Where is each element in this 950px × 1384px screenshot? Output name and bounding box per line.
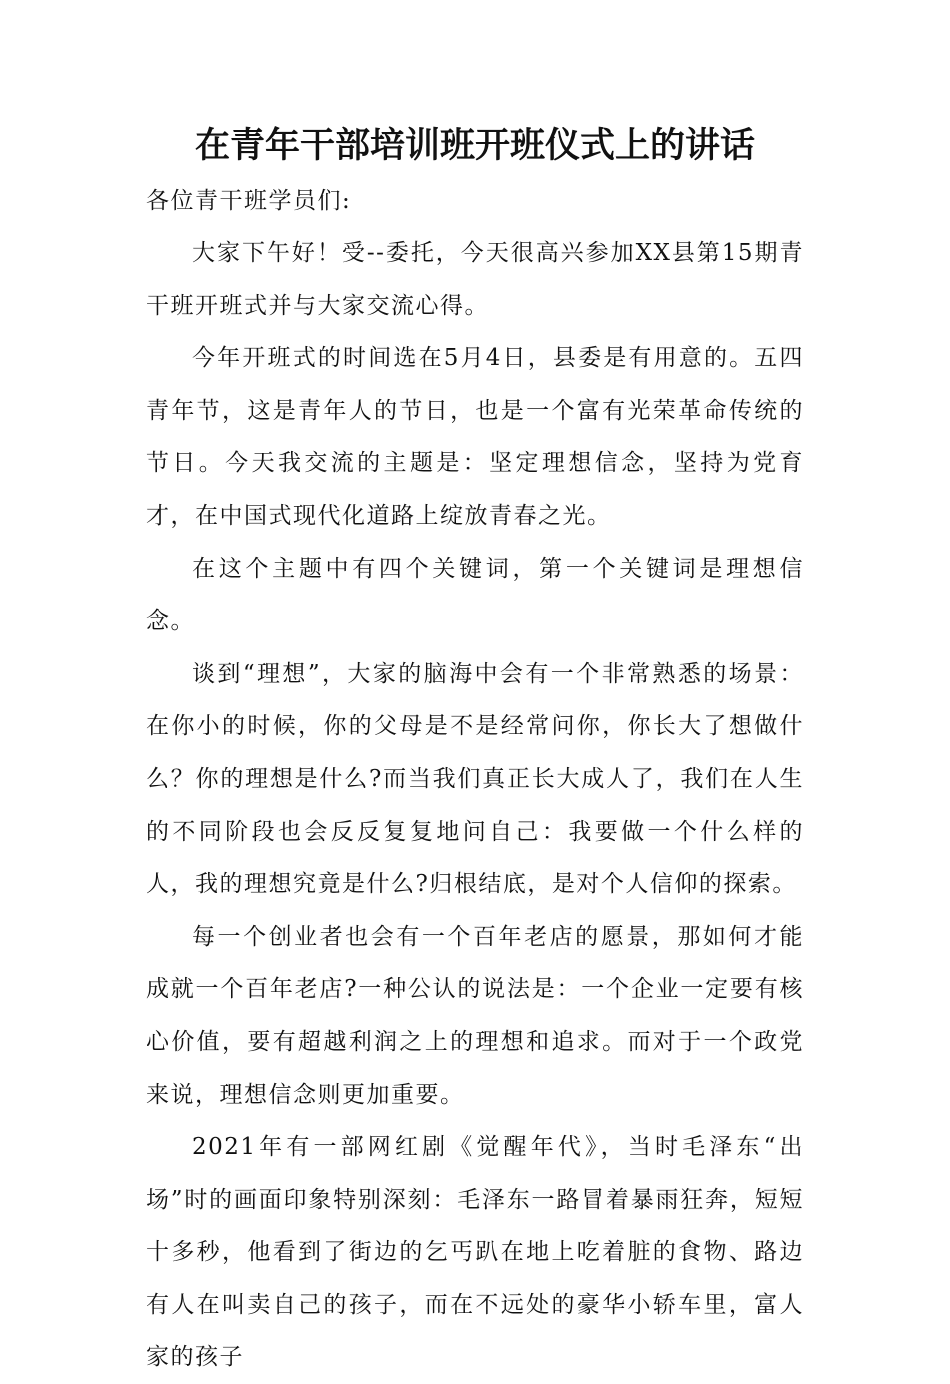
paragraph: 谈到“理想”，大家的脑海中会有一个非常熟悉的场景：在你小的时候，你的父母是不是经常问你，你长大了想做什么？你的理想是什么?而当我们真正长大成人了，我们在人生的不同阶段也会反反复复地问自己：我要做一个什么样的人，我的理想究竟是什么?归根结底，是对个人信仰的探索。	[146, 660, 804, 898]
document-body	[146, 175, 804, 1384]
paragraph: 大家下午好！受--委托，今天很高兴参加XX县第15期青干班开班式并与大家交流心得。	[146, 240, 804, 319]
salutation: 各位青干班学员们:	[146, 188, 352, 214]
paragraph: 在这个主题中有四个关键词，第一个关键词是理想信念。	[146, 555, 804, 635]
paragraph: 每一个创业者也会有一个百年老店的愿景，那如何才能成就一个百年老店?一种公认的说法是：一个企业一定要有核心价值，要有超越利润之上的理想和追求。而对于一个政党来说，理想信念则更加重要。	[146, 923, 804, 1108]
paragraph: 今年开班式的时间选在5月4日，县委是有用意的。五四青年节，这是青年人的节日，也是一个富有光荣革命传统的节日。今天我交流的主题是：坚定理想信念，坚持为党育才，在中国式现代化道路上绽放青春之光。	[146, 345, 804, 529]
document-title: 在青年干部培训班开班仪式上的讲话	[194, 125, 755, 166]
paragraph: 2021年有一部网红剧《觉醒年代》，当时毛泽东“出场”时的画面印象特别深刻：毛泽东一路冒着暴雨狂奔，短短十多秒，他看到了街边的乞丐趴在地上吃着脏的食物、路边有人在叫卖自己的孩子，而在不远处的豪华小轿车里，富人家的孩子	[146, 1134, 804, 1371]
